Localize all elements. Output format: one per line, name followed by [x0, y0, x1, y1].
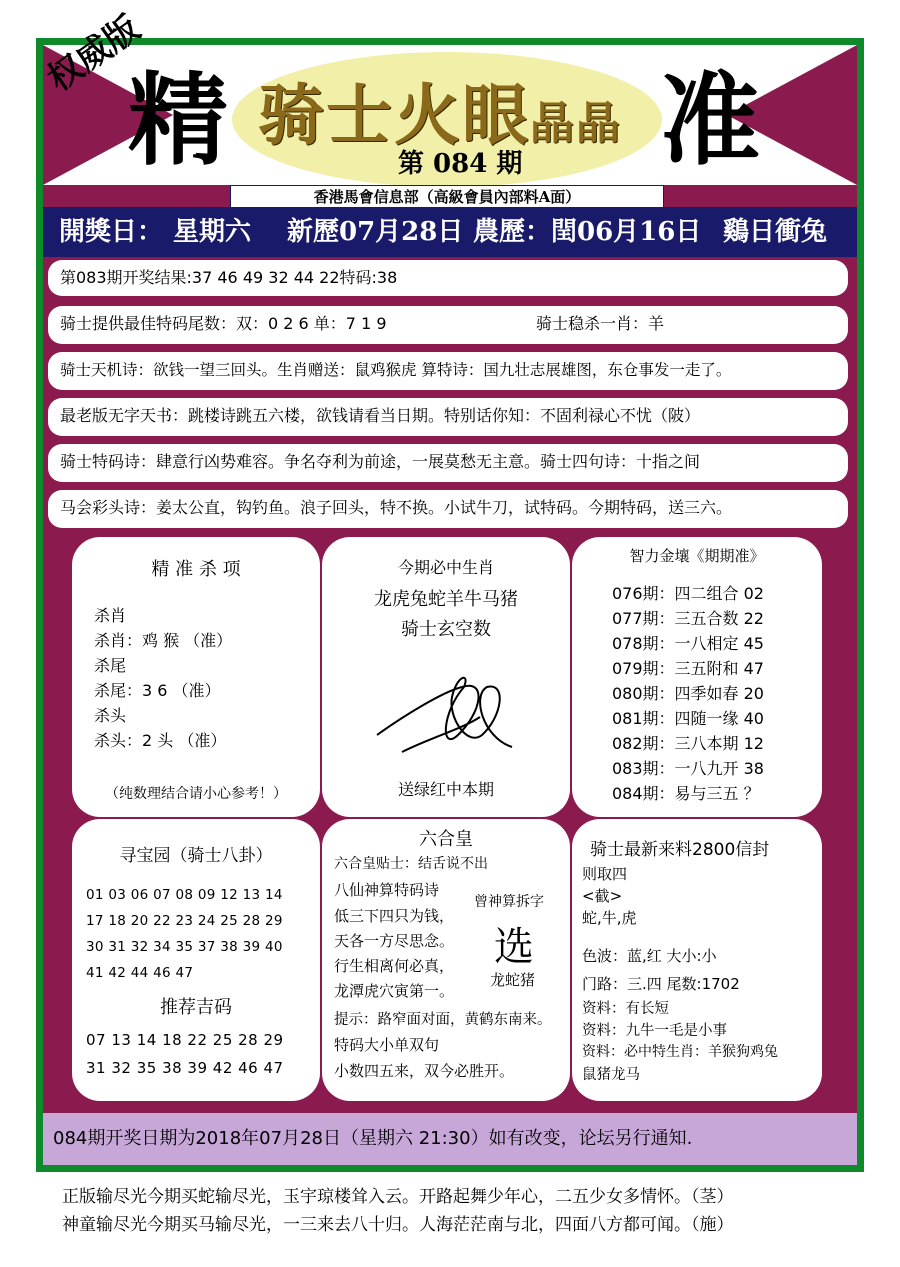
- best-tail-row: [48, 306, 848, 344]
- must-footer: 送绿红中本期: [397, 780, 494, 799]
- kill-line: 杀头: [94, 706, 127, 725]
- tianji-row: 骑士天机诗：欲钱一望三回头。生肖赠送：鼠鸡猴虎 算特诗：国九壮志展雄图，东仓事发一走了。: [48, 352, 848, 390]
- liuhe-poem-title: 八仙神算特码诗: [334, 881, 440, 899]
- must-title: 今期必中生肖: [397, 558, 494, 577]
- kill-line: 杀肖：鸡 猴 （准）: [94, 631, 233, 650]
- draw-weekday: 星期六: [173, 217, 252, 247]
- wisdom-line: 079期：三五附和 47: [612, 659, 764, 678]
- wisdom-line: 080期：四季如春 20: [612, 684, 764, 703]
- treasure-numbers: 30 31 32 34 35 37 38 39 40: [86, 939, 283, 955]
- source-bar: 香港馬會信息部（高級會員內部料A面）: [230, 185, 664, 209]
- chaizi-label: 曾神算拆字: [474, 894, 544, 910]
- bigsmall-title: 特码大小单双句: [334, 1036, 440, 1054]
- recommend-numbers: 31 32 35 38 39 42 46 47: [86, 1059, 284, 1077]
- latest-line: 资料：必中特生肖：羊猴狗鸡兔: [582, 1044, 778, 1060]
- brand-title: [258, 76, 622, 154]
- draw-zodiac: 鷄日衝兔: [723, 217, 828, 247]
- treasure-title: 寻宝园（骑士八卦）: [119, 846, 273, 866]
- latest-line: <截>: [582, 887, 623, 905]
- draw-gregorian: 新歷07月28日: [287, 217, 464, 247]
- chaizi-char: 选: [494, 924, 534, 970]
- kill-note: （纯数理结合请小心参考！）: [105, 786, 287, 802]
- kill-title: 精 准 杀 项: [151, 559, 241, 580]
- liuhe-poem-line: 行生相离何必真，: [334, 957, 455, 975]
- brand-small: 晶晶: [530, 98, 622, 149]
- draw-date-bar: [43, 207, 857, 257]
- wisdom-line: 076期：四二组合 02: [612, 584, 764, 603]
- wisdom-box: [572, 537, 822, 817]
- best-tail-text: 骑士提供最佳特码尾数：双：0 2 6 单：7 1 9: [60, 314, 387, 333]
- latest-line: 蛇,牛,虎: [582, 909, 637, 927]
- result-row: 第083期开奖结果:37 46 49 32 44 22特码:38: [48, 260, 848, 296]
- kill-line: 杀尾: [94, 656, 127, 675]
- latest-line: 门路：三.四 尾数:1702: [582, 975, 740, 993]
- wisdom-line: 084期：易与三五 ？: [612, 784, 760, 803]
- chaizi-answer: 龙蛇猪: [490, 971, 536, 989]
- bottom-poem: 神童输尽光今期买马输尽光，一三来去八十归。人海茫茫南与北，四面八方都可闻。（施）: [62, 1215, 734, 1235]
- kill-box: [72, 537, 320, 817]
- kill-one-text: 骑士稳杀一肖：羊: [536, 314, 665, 333]
- latest-line: 则取四: [582, 865, 628, 883]
- wisdom-title: 智力金壤《期期准》: [629, 547, 765, 565]
- authority-label: 权威版: [40, 8, 148, 100]
- liuhe-poem-line: 龙潭虎穴寅第一。: [334, 982, 455, 1000]
- bigsmall-text: 小数四五来，双今必胜开。: [334, 1062, 515, 1080]
- wisdom-line: 081期：四随一缘 40: [612, 709, 764, 728]
- wisdom-line: 077期：三五合数 22: [612, 609, 764, 628]
- tema-row: 骑士特码诗：肆意行凶势难容。争名夺利为前途，一展莫愁无主意。骑士四句诗：十指之间: [48, 444, 848, 482]
- liuhe-tie: 六合皇贴士：结舌说不出: [334, 856, 488, 872]
- latest-line: 色波：蓝,红 大小:小: [582, 947, 717, 965]
- treasure-box: [72, 819, 320, 1101]
- treasure-numbers: 41 42 44 46 47: [86, 965, 194, 981]
- footer-notice: 084期开奖日期为2018年07月28日（星期六 21:30）如有改变，论坛另行通知.: [43, 1113, 857, 1165]
- latest-line: 鼠猪龙马: [582, 1067, 640, 1083]
- latest-line: 资料：有长短: [582, 1001, 669, 1017]
- recommend-title: 推荐吉码: [160, 997, 232, 1018]
- liuhe-poem-line: 低三下四只为钱，: [334, 907, 455, 925]
- latest-line: 资料：九牛一毛是小事: [582, 1023, 727, 1039]
- draw-label: 開獎日：: [59, 217, 164, 247]
- wisdom-line: 078期：一八相定 45: [612, 634, 764, 653]
- recommend-numbers: 07 13 14 18 22 25 28 29: [86, 1031, 284, 1049]
- kill-line: 杀肖: [94, 606, 127, 625]
- treasure-numbers: 01 03 06 07 08 09 12 13 14: [86, 887, 283, 903]
- wisdom-line: 082期：三八本期 12: [612, 734, 764, 753]
- kill-line: 杀尾：3 6 （准）: [94, 681, 221, 700]
- wuzi-row: 最老版无字天书：跳楼诗跳五六楼，欲钱请看当日期。特别话你知：不固利禄心不忧（陂）: [48, 398, 848, 436]
- liuhe-title: 六合皇: [419, 829, 473, 850]
- latest-title: 骑士最新来料2800信封: [590, 840, 770, 860]
- signature-scribble: [362, 657, 532, 767]
- bottom-poem: 正版输尽光今期买蛇输尽光，玉宇琼楼耸入云。开路起舞少年心，二五少女多情怀。（茎）: [62, 1187, 734, 1207]
- latest-box: [572, 819, 822, 1101]
- wisdom-line: 083期：一八九开 38: [612, 759, 764, 778]
- issue-number: 第 084 期: [398, 149, 523, 179]
- caitou-row: 马会彩头诗：姜太公直，钩钓鱼。浪子回头，特不换。小试牛刀，试特码。今期特码，送三六。: [48, 490, 848, 528]
- big-char-right: 准: [660, 61, 760, 179]
- treasure-numbers: 17 18 20 22 23 24 25 28 29: [86, 913, 283, 929]
- must-animals: 龙虎兔蛇羊牛马猪: [374, 589, 518, 610]
- kill-line: 杀头：2 头 （准）: [94, 731, 227, 750]
- must-riddle: 骑士玄空数: [401, 619, 491, 640]
- liuhe-box: [322, 819, 570, 1101]
- liuhe-hint: 提示：路窄面对面，黄鹤东南来。: [334, 1012, 552, 1028]
- brand-main: 骑士火眼: [258, 76, 530, 154]
- draw-lunar: 農歷：閏06月16日: [473, 217, 702, 247]
- liuhe-poem-line: 天各一方尽思念。: [334, 932, 455, 950]
- big-char-left: 精: [128, 61, 228, 179]
- must-box: [322, 537, 570, 817]
